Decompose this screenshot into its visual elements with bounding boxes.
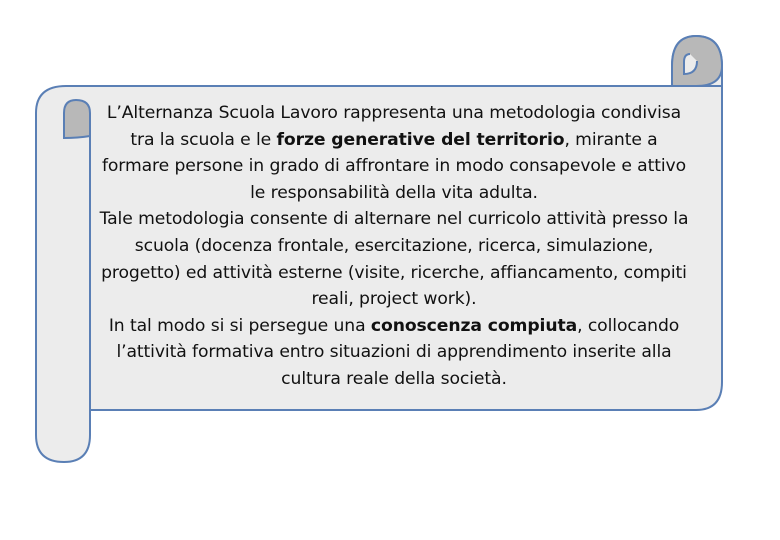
paragraph-1-text-before: L’Alternanza Scuola Lavoro rappresenta una metodologia condivisa tra la scuola e le xyxy=(106,103,682,150)
scroll-top-left-curl xyxy=(64,100,90,138)
scroll-text xyxy=(96,100,692,393)
scroll-paragraph-1 xyxy=(96,100,692,206)
scroll-paragraph-2: Tale metodologia consente di alternare nel curricolo attività presso la scuola (docenza frontale, esercitazione, ricerca, simulazione, progetto) ed attività esterne (visite, ricerche, affiancamento, compiti reali, project work). xyxy=(99,209,689,310)
paragraph-3-text-before: In tal modo si si persegue una xyxy=(108,315,371,336)
paragraph-1-emphasis: forze generative del territorio xyxy=(276,129,565,150)
scroll-paragraph-3 xyxy=(96,313,692,393)
paragraph-3-emphasis: conoscenza compiuta xyxy=(370,315,578,336)
paragraph-3-text-after: , collocando l’attività formativa entro situazioni di apprendimento inserite alla cultura reale della società. xyxy=(116,315,680,389)
paragraph-1-text-after: , mirante a formare persone in grado di affrontare in modo consapevole e attivo le responsabilità della vita adulta. xyxy=(101,129,687,203)
